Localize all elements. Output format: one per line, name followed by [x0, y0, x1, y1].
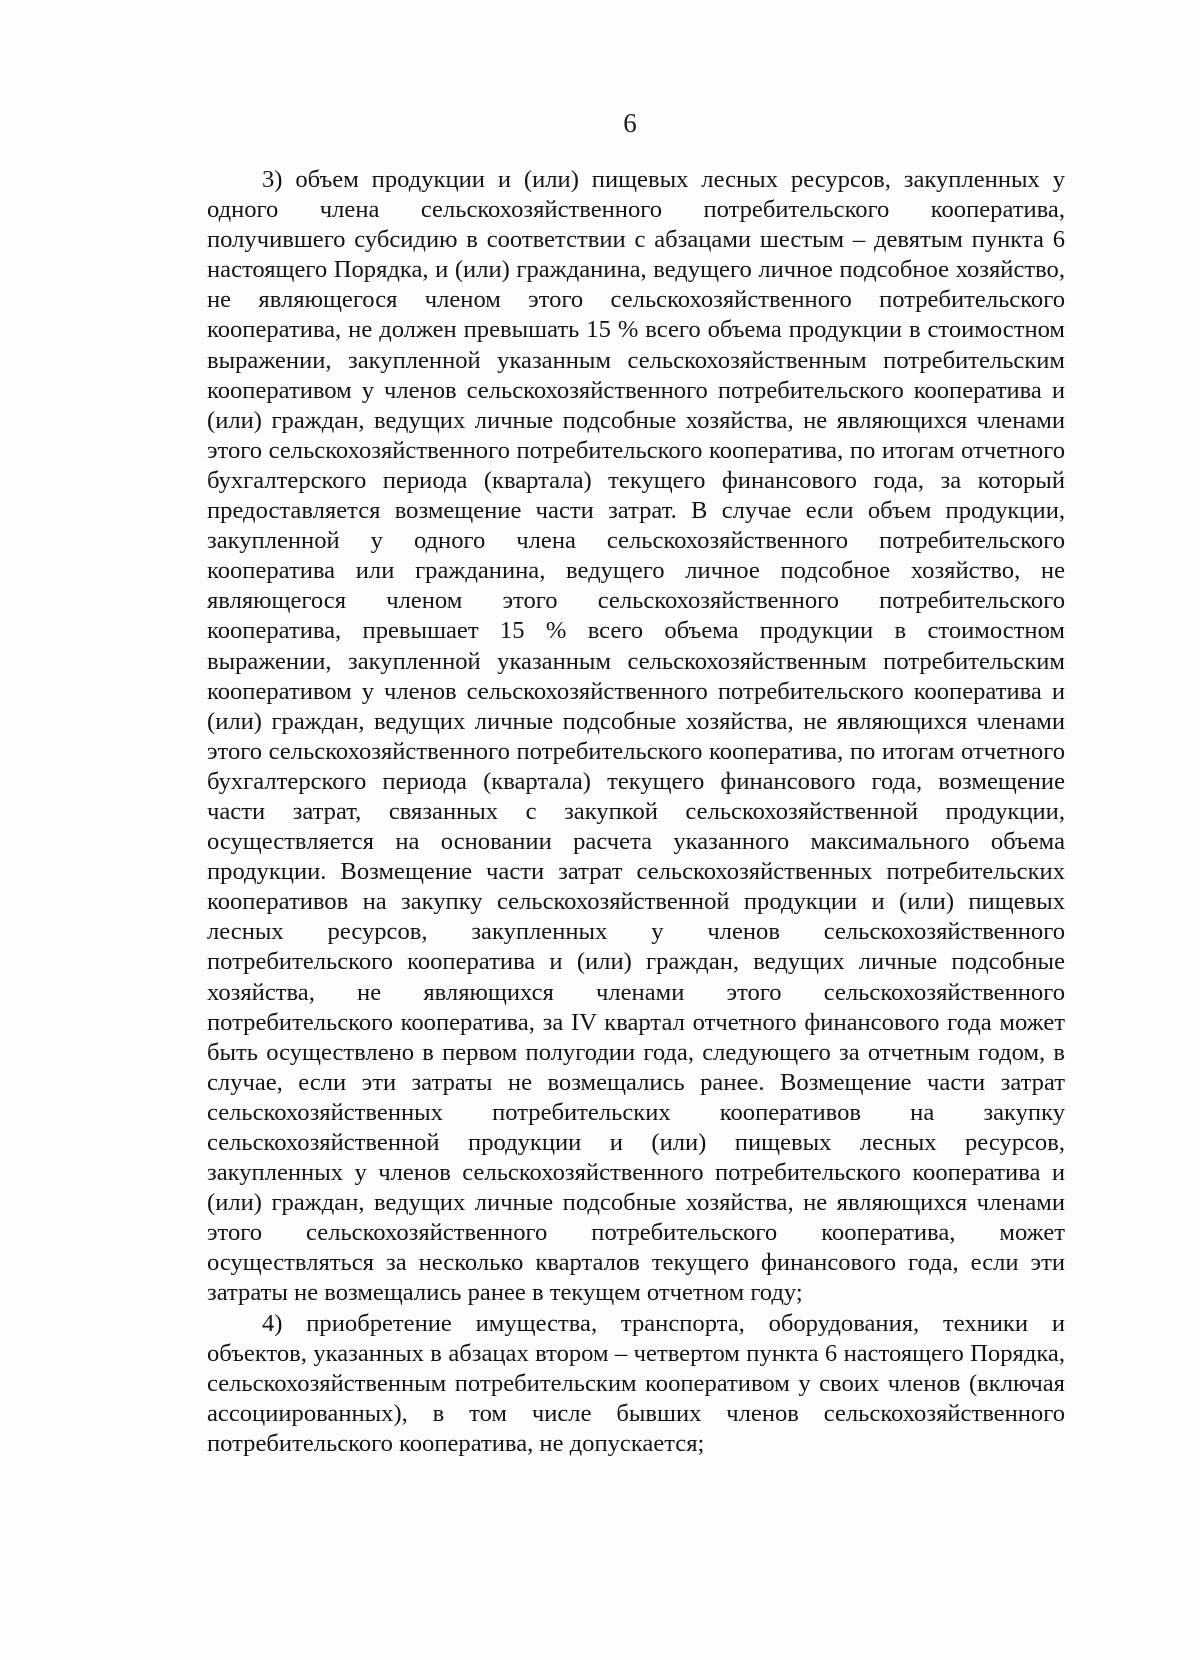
page-number: 6	[623, 108, 637, 138]
paragraph-item-4: 4) приобретение имущества, транспорта, оборудования, техники и объектов, указанных в абзацах втором – четвертом пункта 6 настоящего Порядка, сельскохозяйственным потребительским кооперативом у своих членов (включая ассоциированных), в том числе бывших членов сельскохозяйственного потребительского кооператива, не допускается;	[207, 1309, 1065, 1457]
paragraph-item-3: 3) объем продукции и (или) пищевых лесных ресурсов, закупленных у одного члена сельскохозяйственного потребительского кооператива, получившего субсидию в соответствии с абзацами шестым – девятым пункта 6 настоящего Порядка, и (или) гражданина, ведущего личное подсобное хозяйство, не являющегося членом этого сельскохозяйственного потребительского кооператива, не должен превышать 15 % всего объема продукции в стоимостном выражении, закупленной указанным сельскохозяйственным потребительским кооперативом у членов сельскохозяйственного потребительского кооператива и (или) граждан, ведущих личные подсобные хозяйства, не являющихся членами этого сельскохозяйственного потребительского кооператива, по итогам отчетного бухгалтерского периода (квартала) текущего финансового года, за который предоставляется возмещение части затрат. В случае если объем продукции, закупленной у одного члена сельскохозяйственного потребительского кооператива или гражданина, ведущего личное подсобное хозяйство, не являющегося членом этого сельскохозяйственного потребительского кооператива, превышает 15 % всего объема продукции в стоимостном выражении, закупленной указанным сельскохозяйственным потребительским кооперативом у членов сельскохозяйственного потребительского кооператива и (или) граждан, ведущих личные подсобные хозяйства, не являющихся членами этого сельскохозяйственного потребительского кооператива, по итогам отчетного бухгалтерского периода (квартала) текущего финансового года, возмещение части затрат, связанных с закупкой сельскохозяйственной продукции, осуществляется на основании расчета указанного максимального объема продукции. Возмещение части затрат сельскохозяйственных потребительских кооперативов на закупку сельскохозяйственной продукции и (или) пищевых лесных ресурсов, закупленных у членов сельскохозяйственного потребительского кооператива и (или) граждан, ведущих личные подсобные хозяйства, не являющихся членами этого сельскохозяйственного потребительского кооператива, за IV квартал отчетного финансового года может быть осуществлено в первом полугодии года, следующего за отчетным годом, в случае, если эти затраты не возмещались ранее. Возмещение части затрат сельскохозяйственных потребительских кооперативов на закупку сельскохозяйственной продукции и (или) пищевых лесных ресурсов, закупленных у членов сельскохозяйственного потребительского кооператива и (или) граждан, ведущих личные подсобные хозяйства, не являющихся членами этого сельскохозяйственного потребительского кооператива, может осуществляться за несколько кварталов текущего финансового года, если эти затраты не возмещались ранее в текущем отчетном году;	[207, 166, 1065, 1307]
document-body	[207, 165, 1065, 1459]
